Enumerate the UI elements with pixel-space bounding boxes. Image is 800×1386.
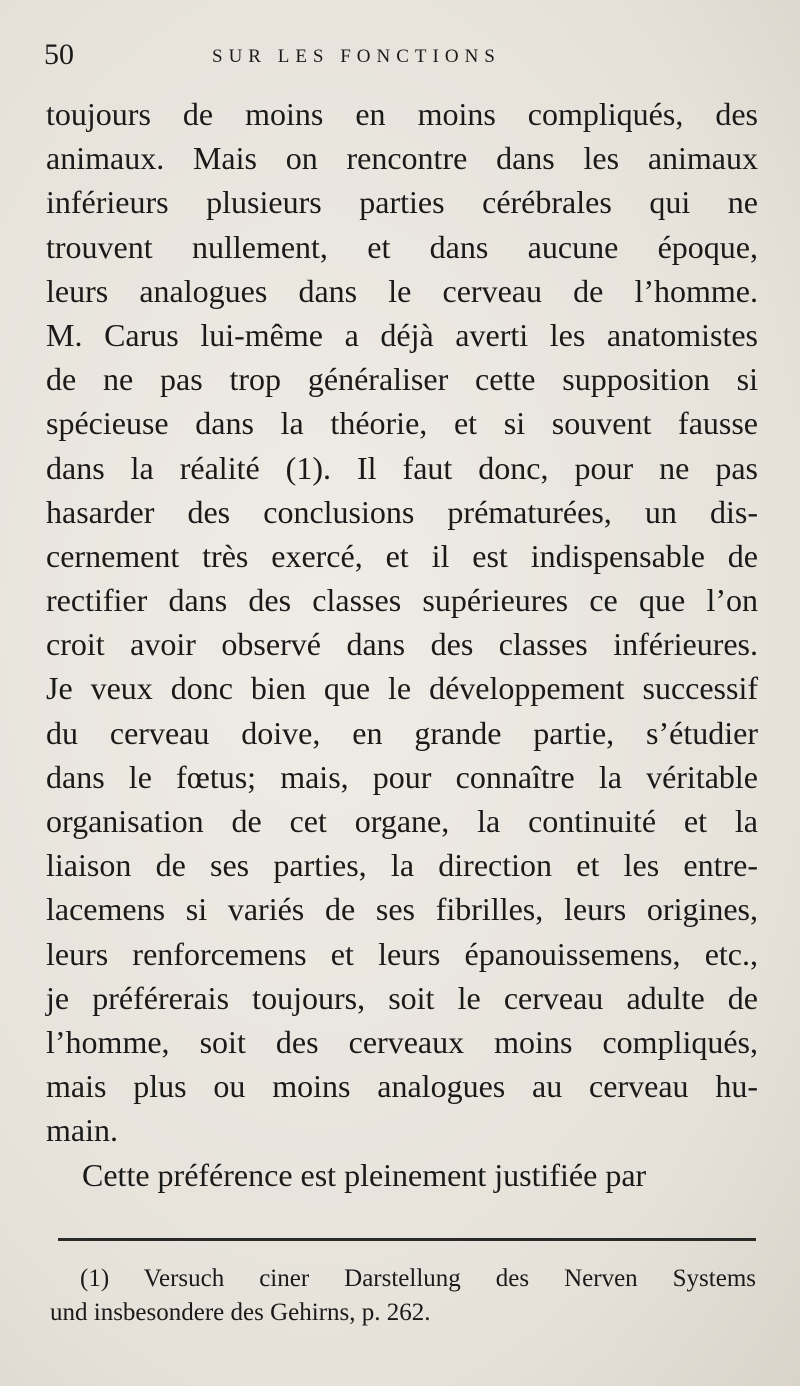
text-line: toujours de moins en moins compliqués, des bbox=[46, 96, 758, 132]
text-line: dans la réalité (1). Il faut donc, pour ne pas bbox=[46, 449, 758, 486]
text-line: croit avoir observé dans des classes inférieures. bbox=[46, 626, 758, 663]
text-line: liaison de ses parties, la direction et les entre- bbox=[46, 847, 758, 884]
running-head: SUR LES FONCTIONS bbox=[212, 46, 501, 67]
text-line: spécieuse dans la théorie, et si souvent fausse bbox=[46, 405, 758, 442]
text-line: Je veux donc bien que le développement successif bbox=[46, 670, 758, 707]
text-line: l’homme, soit des cerveaux moins compliqués, bbox=[46, 1023, 758, 1060]
text-line: main. bbox=[46, 1112, 118, 1149]
page-header bbox=[44, 38, 764, 78]
text-line: du cerveau doive, en grande partie, s’étudier bbox=[46, 714, 758, 751]
text-line: lacemens si variés de ses fibrilles, leurs origines, bbox=[46, 891, 758, 928]
text-line: trouvent nullement, et dans aucune époque, bbox=[46, 228, 758, 265]
text-line: M. Carus lui-même a déjà averti les anatomistes bbox=[46, 316, 758, 353]
text-line: mais plus ou moins analogues au cerveau hu- bbox=[46, 1068, 758, 1105]
footnote-line: und insbesondere des Gehirns, p. 262. bbox=[50, 1299, 431, 1326]
body-text bbox=[46, 92, 758, 1197]
text-line: dans le fœtus; mais, pour connaître la véritable bbox=[46, 758, 758, 795]
footnote-line: (1) Versuch ciner Darstellung des Nerven Systems bbox=[80, 1265, 756, 1292]
footnote-rule bbox=[58, 1238, 756, 1241]
text-line: inférieurs plusieurs parties cérébrales qui ne bbox=[46, 184, 758, 221]
text-line: rectifier dans des classes supérieures ce que l’on bbox=[46, 582, 758, 619]
text-line: leurs renforcemens et leurs épanouissemens, etc., bbox=[46, 935, 758, 972]
text-line: cernement très exercé, et il est indispensable de bbox=[46, 537, 758, 574]
page-number: 50 bbox=[44, 38, 74, 71]
text-line: organisation de cet organe, la continuité et la bbox=[46, 803, 758, 839]
text-line: je préférerais toujours, soit le cerveau adulte de bbox=[46, 979, 758, 1016]
footnote bbox=[50, 1262, 756, 1330]
paragraph-start-line: Cette préférence est pleinement justifiée par bbox=[82, 1156, 647, 1193]
text-line: de ne pas trop généraliser cette supposition si bbox=[46, 361, 758, 398]
text-line: hasarder des conclusions prématurées, un dis- bbox=[46, 493, 758, 530]
text-line: leurs analogues dans le cerveau de l’homme. bbox=[46, 272, 758, 309]
text-line: animaux. Mais on rencontre dans les animaux bbox=[46, 140, 758, 177]
